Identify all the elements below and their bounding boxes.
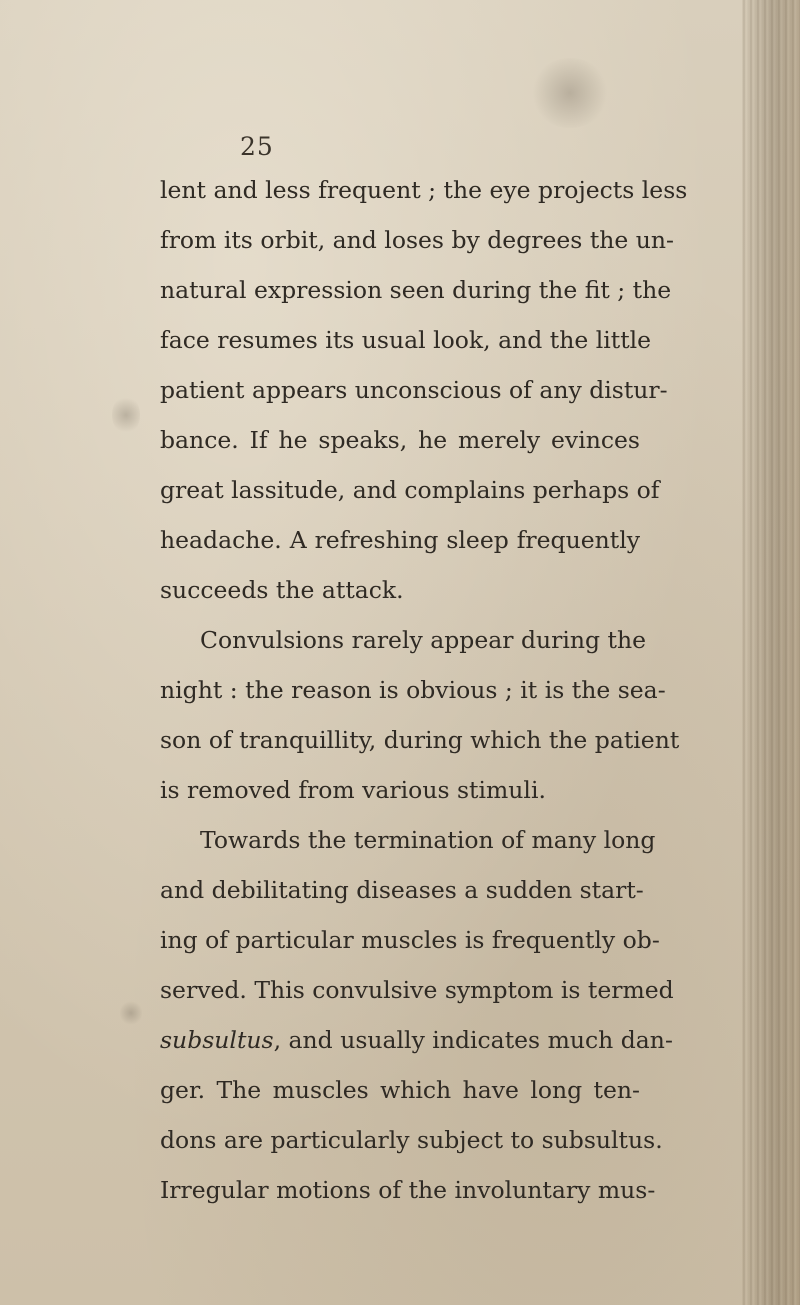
- text-line: ing of particular muscles is frequently ob-: [160, 926, 660, 954]
- page-number: 25: [240, 132, 274, 161]
- text-line: bance. If he speaks, he merely evinces: [160, 426, 640, 454]
- italic-term: subsultus: [160, 1026, 274, 1054]
- text-line: headache. A refreshing sleep frequently: [160, 526, 640, 554]
- text-line: is removed from various stimuli.: [160, 776, 546, 804]
- body-text: [160, 165, 688, 1215]
- text-line: served. This convulsive symptom is termed: [160, 976, 674, 1004]
- page-edge-gutter: [742, 0, 800, 1305]
- text-line: night : the reason is obvious ; it is the sea-: [160, 676, 666, 704]
- text-line: Irregular motions of the involuntary mus-: [160, 1176, 656, 1204]
- text-line: Towards the termination of many long: [200, 826, 656, 854]
- text-line: natural expression seen during the fit ; the: [160, 276, 672, 304]
- text-line: patient appears unconscious of any distur-: [160, 376, 668, 404]
- text-line: lent and less frequent ; the eye projects less: [160, 176, 688, 204]
- text-line: succeeds the attack.: [160, 576, 404, 604]
- text-line: from its orbit, and loses by degrees the un-: [160, 226, 674, 254]
- text-fragment: , and usually indicates much dan-: [273, 1026, 673, 1054]
- text-line: Convulsions rarely appear during the: [200, 626, 647, 654]
- text-line: and debilitating diseases a sudden start-: [160, 876, 644, 904]
- text-line: ger. The muscles which have long ten-: [160, 1076, 640, 1104]
- text-line: face resumes its usual look, and the little: [160, 326, 652, 354]
- text-line: great lassitude, and complains perhaps of: [160, 476, 660, 504]
- paper-stain: [112, 395, 140, 435]
- text-line: [160, 1015, 673, 1065]
- paper-stain: [120, 1000, 142, 1026]
- text-line: dons are particularly subject to subsultus.: [160, 1126, 663, 1154]
- paper-stain: [530, 58, 610, 128]
- text-line: son of tranquillity, during which the patient: [160, 726, 680, 754]
